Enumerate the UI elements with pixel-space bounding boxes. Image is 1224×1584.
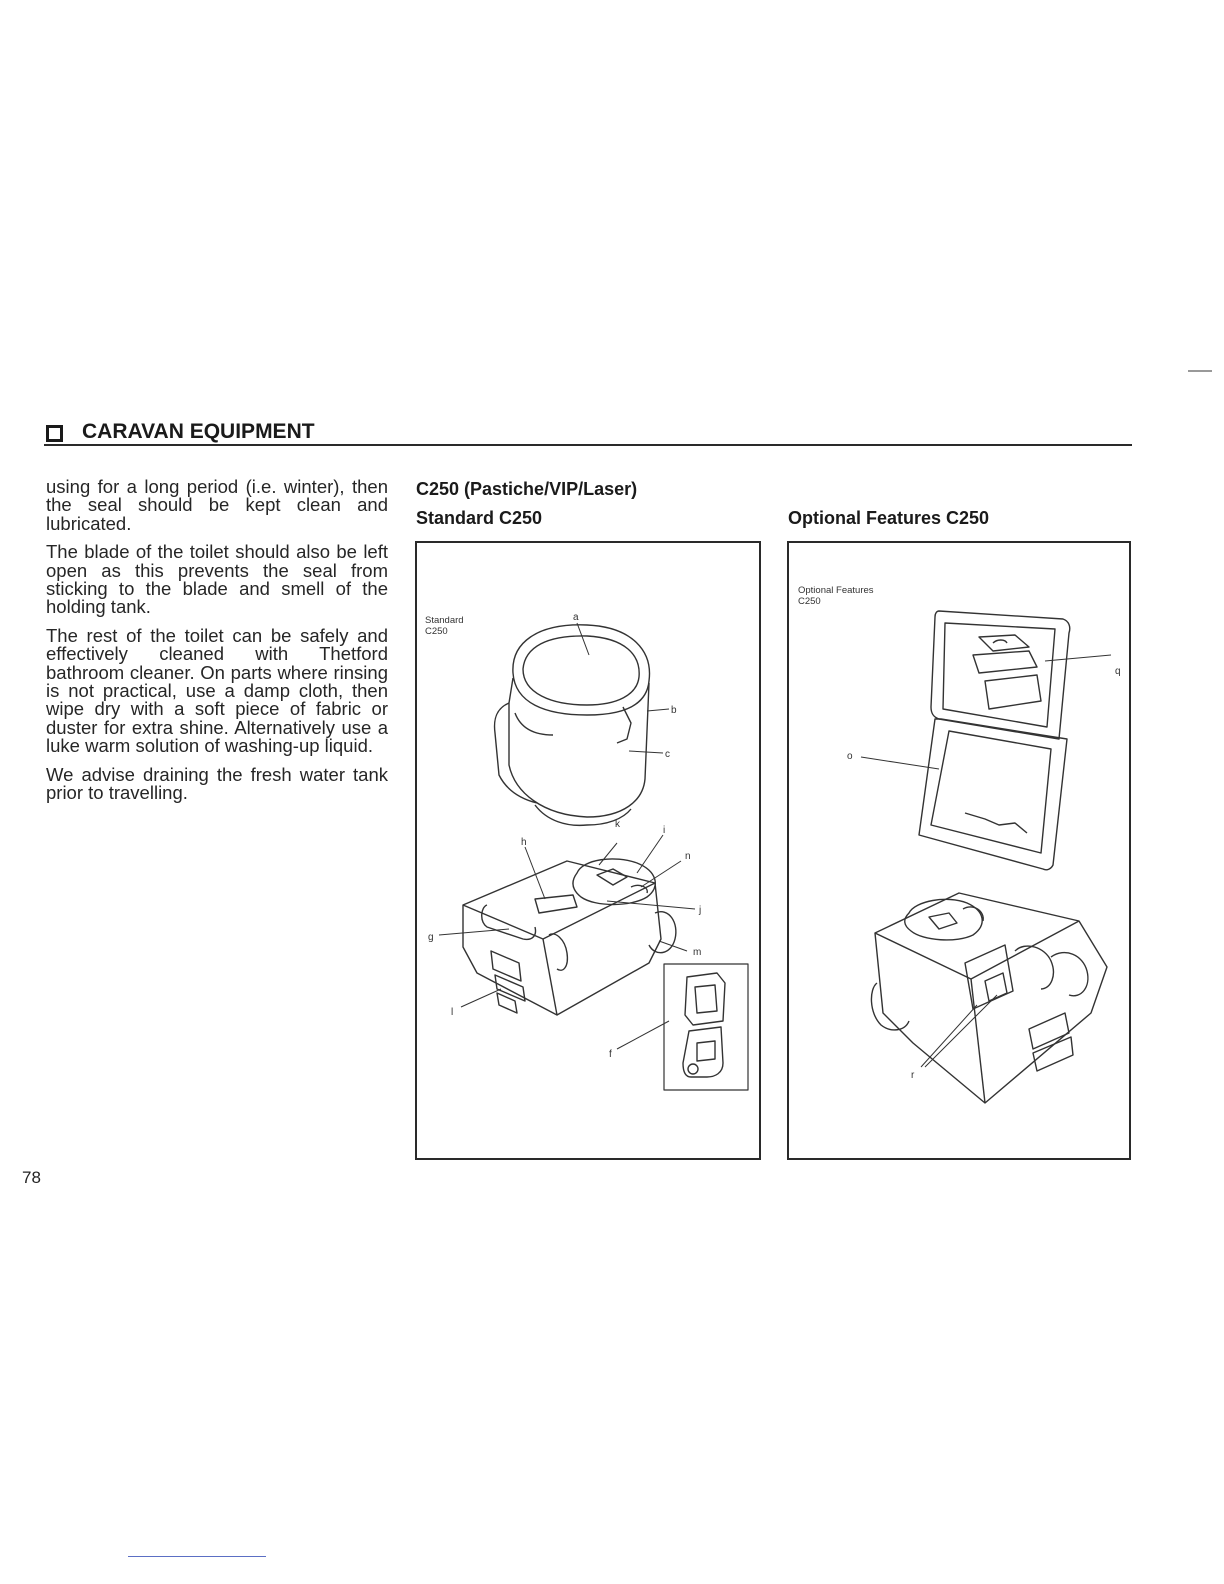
standard-figure-panel	[415, 541, 761, 1160]
standard-toilet-illustration	[417, 543, 759, 1158]
label-m: m	[693, 947, 702, 958]
header-rule	[44, 444, 1132, 446]
label-i: i	[663, 825, 666, 836]
label-c: c	[665, 749, 670, 760]
paragraph-seal: using for a long period (i.e. winter), then the seal should be kept clean and lubricated.	[46, 476, 388, 534]
section-title: CARAVAN EQUIPMENT	[82, 420, 315, 443]
label-g: g	[428, 932, 434, 943]
edge-mark	[1188, 370, 1212, 372]
flush-handle	[617, 707, 631, 743]
paragraph-blade: The blade of the toilet should also be left open as this prevents the seal from sticking to the blade and smell of the holding tank.	[46, 541, 388, 618]
optional-figure-panel	[787, 541, 1131, 1160]
pour-spout	[482, 905, 536, 939]
label-f: f	[609, 1049, 612, 1060]
toilet-seat-lid	[513, 625, 650, 715]
label-q: q	[1115, 666, 1121, 677]
cabinet-shelf-top	[979, 635, 1029, 651]
body-text-column	[46, 478, 388, 813]
cabinet-shelf-low	[985, 675, 1041, 709]
optional-tank-wheel	[871, 983, 909, 1030]
optional-figure-caption: Optional Features C250	[798, 585, 874, 607]
paragraph-cleaning: The rest of the toilet can be safely and effectively cleaned with Thetford bathroom cleaner. On parts where rinsing is not practical, use a damp cloth, then wipe dry with a soft piece of fabric or duster for extra shine. Alternatively use a luke warm solution of washing-up liquid.	[46, 624, 388, 757]
label-a: a	[573, 612, 579, 623]
cabinet-door	[919, 719, 1067, 870]
optional-tank-cap	[905, 899, 982, 940]
label-k: k	[615, 819, 620, 830]
label-h: h	[521, 837, 527, 848]
page-number: 78	[22, 1168, 41, 1187]
cabinet-shelf-mid	[973, 651, 1037, 673]
label-n: n	[685, 851, 691, 862]
label-o: o	[847, 751, 853, 762]
header-square-icon	[46, 425, 63, 442]
service-door-inset	[664, 964, 748, 1090]
model-heading: C250 (Pastiche/VIP/Laser)	[416, 479, 638, 499]
holding-tank	[463, 861, 661, 1015]
label-l: l	[451, 1007, 454, 1018]
optional-toilet-illustration	[789, 543, 1129, 1158]
service-door-flap	[683, 1027, 723, 1077]
service-door-frame	[685, 973, 725, 1025]
tank-wheel	[649, 912, 676, 953]
tank-label-plate	[535, 895, 577, 913]
optional-heading: Optional Features C250	[788, 508, 990, 528]
cabinet-upper	[931, 611, 1070, 739]
cabinet-door-panel	[931, 731, 1051, 853]
section-header	[44, 420, 1132, 446]
standard-heading: Standard C250	[416, 508, 543, 528]
footer-line	[128, 1556, 266, 1557]
label-r: r	[911, 1070, 915, 1081]
label-b: b	[671, 705, 677, 716]
standard-figure-caption: Standard C250	[425, 615, 464, 637]
paragraph-draining: We advise draining the fresh water tank prior to travelling.	[46, 763, 388, 804]
label-j: j	[699, 905, 702, 916]
